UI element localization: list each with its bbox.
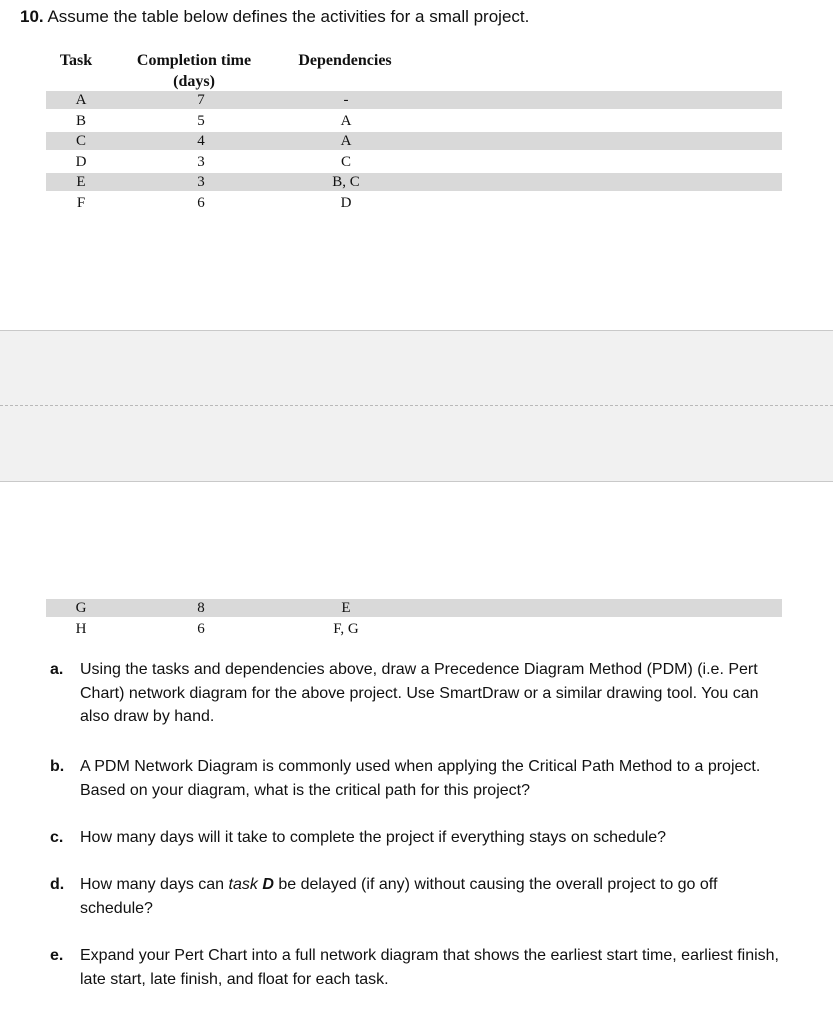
question-item — [50, 755, 790, 802]
cell-days: 3 — [197, 153, 205, 170]
cell-days: 8 — [197, 600, 205, 616]
cell-dependencies: D — [340, 194, 352, 211]
question-text: A PDM Network Diagram is commonly used when applying the Critical Path Method to a project. Based on your diagram, what is the critical path for this project? — [80, 758, 761, 799]
cell-days: 6 — [197, 194, 205, 211]
cell-task: C — [75, 133, 86, 149]
question-item — [50, 826, 790, 850]
table-row — [46, 153, 782, 171]
cell-days: 3 — [197, 174, 205, 190]
cell-days: 4 — [197, 133, 205, 149]
question-label: c. — [50, 829, 64, 846]
page-break-line — [0, 405, 833, 406]
page-break-gap — [0, 330, 833, 482]
header-dependencies: Dependencies — [298, 52, 392, 69]
question-text: How many days will it take to complete the project if everything stays on schedule? — [80, 829, 667, 846]
header-completion-time — [124, 50, 264, 92]
question-text: Using the tasks and dependencies above, draw a Precedence Diagram Method (PDM) (i.e. Pert Chart) network diagram for the above project. Use SmartDraw or a similar drawing tool. You can also draw by hand. — [80, 661, 759, 725]
cell-task: A — [75, 92, 87, 108]
table-row — [46, 91, 782, 109]
cell-task: H — [75, 620, 87, 637]
question-text: Expand your Pert Chart into a full network diagram that shows the earliest start time, earliest finish, late start, late finish, and float for each task. — [80, 947, 779, 988]
header-task: Task — [59, 52, 93, 69]
cell-dependencies: C — [340, 153, 351, 170]
table-row — [46, 112, 782, 130]
table-row — [46, 599, 782, 617]
cell-dependencies: A — [340, 133, 352, 149]
question-text: Assume the table below defines the activities for a small project. — [47, 7, 530, 26]
table-row — [46, 173, 782, 191]
question-text: How many days can task D be delayed (if any) without causing the overall project to go off schedule? — [80, 876, 718, 917]
cell-dependencies: F, G — [333, 620, 359, 637]
cell-dependencies: E — [341, 600, 351, 616]
table-row — [46, 620, 782, 638]
table-row — [46, 132, 782, 150]
cell-task: G — [75, 600, 87, 616]
cell-dependencies: A — [340, 112, 352, 129]
question-label: b. — [50, 758, 65, 775]
cell-dependencies: - — [343, 92, 349, 108]
question-label: e. — [50, 947, 64, 964]
cell-dependencies: B, C — [332, 174, 360, 190]
question-item — [50, 658, 790, 729]
cell-days: 6 — [197, 620, 205, 637]
question-item — [50, 873, 790, 920]
question-heading — [20, 7, 529, 27]
cell-task: D — [75, 153, 87, 170]
cell-days: 5 — [197, 112, 205, 129]
cell-task: F — [76, 194, 86, 211]
header-completion-line2: (days) — [173, 73, 215, 90]
cell-days: 7 — [197, 92, 205, 108]
question-number: 10. — [20, 7, 44, 26]
question-label: a. — [50, 661, 64, 678]
question-label: d. — [50, 876, 65, 893]
cell-task: E — [76, 174, 86, 190]
question-item — [50, 944, 790, 991]
table-row — [46, 194, 782, 212]
cell-task: B — [75, 112, 86, 129]
header-completion-line1: Completion time — [136, 52, 252, 69]
emphasized-task: task D — [228, 876, 274, 893]
